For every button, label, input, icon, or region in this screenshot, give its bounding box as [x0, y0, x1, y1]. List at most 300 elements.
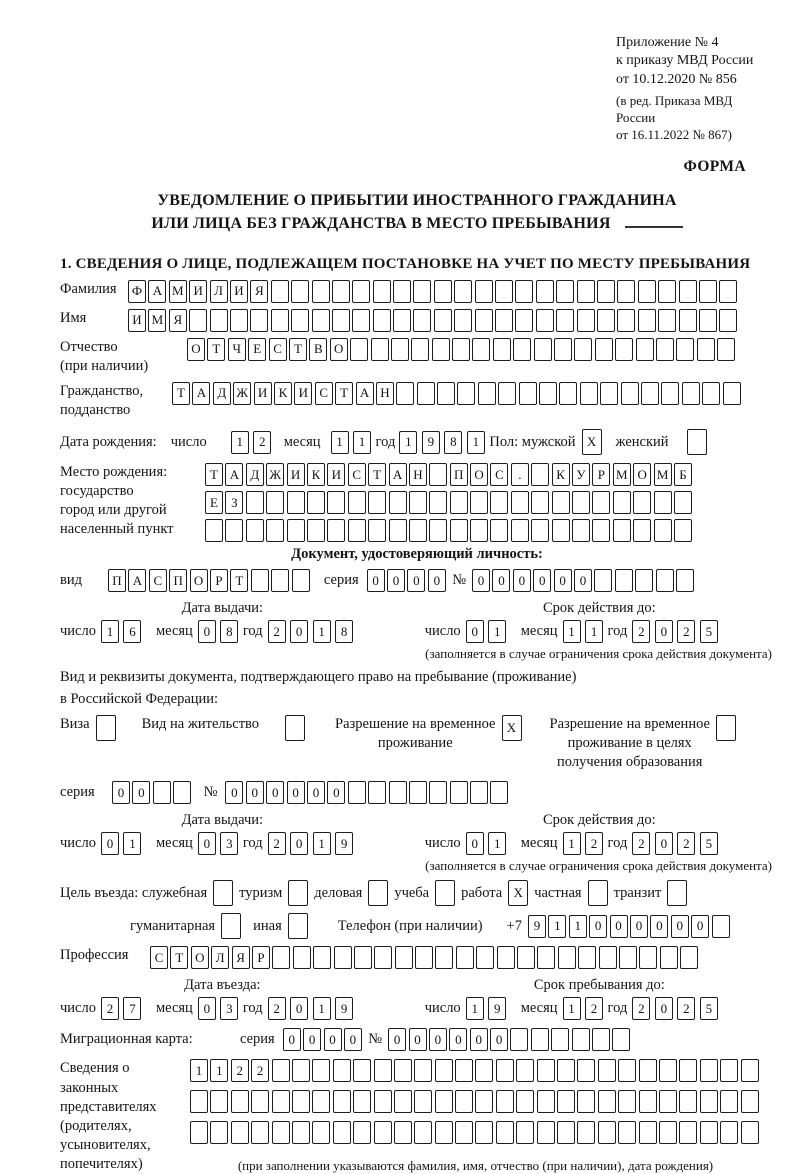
char-box[interactable] — [556, 280, 574, 303]
char-box[interactable] — [272, 1121, 290, 1144]
char-box[interactable]: 0 — [324, 1028, 342, 1051]
char-box[interactable]: 0 — [428, 569, 446, 592]
char-box[interactable] — [457, 382, 475, 405]
char-box[interactable]: Я — [250, 280, 268, 303]
char-box[interactable] — [720, 1121, 738, 1144]
char-box[interactable]: 1 — [488, 832, 506, 855]
char-box[interactable] — [250, 309, 268, 332]
char-box[interactable]: О — [190, 569, 208, 592]
char-box[interactable] — [517, 946, 535, 969]
char-box[interactable]: 0 — [387, 569, 405, 592]
char-box[interactable]: 2 — [251, 1059, 269, 1082]
char-box[interactable] — [435, 1121, 453, 1144]
char-box[interactable] — [454, 280, 472, 303]
char-box[interactable] — [389, 781, 407, 804]
char-box[interactable] — [556, 309, 574, 332]
char-box[interactable] — [210, 1121, 228, 1144]
char-box[interactable] — [557, 1121, 575, 1144]
char-box[interactable] — [558, 946, 576, 969]
char-box[interactable]: 2 — [632, 620, 650, 643]
char-box[interactable] — [599, 946, 617, 969]
char-box[interactable]: X — [582, 429, 602, 455]
char-box[interactable] — [353, 1059, 371, 1082]
char-box[interactable] — [490, 491, 508, 514]
char-box[interactable] — [429, 491, 447, 514]
char-box[interactable]: 9 — [422, 431, 440, 454]
char-box[interactable]: В — [309, 338, 327, 361]
char-box[interactable]: К — [552, 463, 570, 486]
char-box[interactable] — [353, 1090, 371, 1113]
char-box[interactable] — [687, 429, 707, 455]
char-box[interactable] — [552, 519, 570, 542]
char-box[interactable]: 0 — [554, 569, 572, 592]
char-box[interactable]: 8 — [444, 431, 462, 454]
char-box[interactable] — [635, 569, 653, 592]
char-box[interactable] — [559, 382, 577, 405]
char-box[interactable] — [291, 309, 309, 332]
char-box[interactable] — [679, 1090, 697, 1113]
char-box[interactable] — [598, 1059, 616, 1082]
char-box[interactable]: 2 — [268, 832, 286, 855]
char-box[interactable]: 0 — [655, 997, 673, 1020]
char-box[interactable]: 0 — [470, 1028, 488, 1051]
char-box[interactable]: А — [389, 463, 407, 486]
char-box[interactable]: 0 — [112, 781, 130, 804]
char-box[interactable]: 0 — [367, 569, 385, 592]
char-box[interactable] — [574, 338, 592, 361]
char-box[interactable]: Я — [232, 946, 250, 969]
char-box[interactable]: Ж — [233, 382, 251, 405]
char-box[interactable] — [676, 338, 694, 361]
char-box[interactable] — [246, 491, 264, 514]
char-box[interactable] — [327, 519, 345, 542]
char-box[interactable]: 1 — [123, 832, 141, 855]
char-box[interactable] — [741, 1059, 759, 1082]
char-box[interactable] — [307, 491, 325, 514]
char-box[interactable] — [475, 1121, 493, 1144]
char-box[interactable] — [251, 1121, 269, 1144]
char-box[interactable] — [394, 1090, 412, 1113]
char-box[interactable] — [434, 309, 452, 332]
char-box[interactable] — [272, 946, 290, 969]
char-box[interactable] — [510, 1028, 528, 1051]
char-box[interactable] — [285, 715, 305, 741]
char-box[interactable] — [190, 1121, 208, 1144]
char-box[interactable] — [450, 781, 468, 804]
char-box[interactable]: X — [508, 880, 528, 906]
char-box[interactable]: 0 — [655, 832, 673, 855]
char-box[interactable] — [394, 1059, 412, 1082]
char-box[interactable]: Я — [169, 309, 187, 332]
char-box[interactable] — [435, 880, 455, 906]
char-box[interactable] — [654, 491, 672, 514]
char-box[interactable]: Т — [170, 946, 188, 969]
char-box[interactable] — [389, 519, 407, 542]
char-box[interactable] — [697, 338, 715, 361]
char-box[interactable] — [374, 1121, 392, 1144]
char-box[interactable]: 1 — [467, 431, 485, 454]
char-box[interactable] — [639, 1059, 657, 1082]
char-box[interactable] — [495, 309, 513, 332]
char-box[interactable]: Д — [213, 382, 231, 405]
char-box[interactable] — [437, 382, 455, 405]
char-box[interactable] — [639, 1121, 657, 1144]
char-box[interactable]: Е — [248, 338, 266, 361]
char-box[interactable] — [531, 1028, 549, 1051]
char-box[interactable] — [292, 1059, 310, 1082]
char-box[interactable]: 5 — [700, 832, 718, 855]
char-box[interactable] — [676, 569, 694, 592]
char-box[interactable] — [475, 1090, 493, 1113]
char-box[interactable]: 0 — [610, 915, 628, 938]
char-box[interactable] — [619, 946, 637, 969]
char-box[interactable]: О — [191, 946, 209, 969]
char-box[interactable]: 1 — [548, 915, 566, 938]
char-box[interactable]: 0 — [344, 1028, 362, 1051]
char-box[interactable] — [516, 1121, 534, 1144]
char-box[interactable] — [476, 946, 494, 969]
char-box[interactable] — [210, 1090, 228, 1113]
char-box[interactable]: 0 — [533, 569, 551, 592]
char-box[interactable]: 0 — [327, 781, 345, 804]
char-box[interactable] — [354, 946, 372, 969]
char-box[interactable] — [312, 309, 330, 332]
char-box[interactable]: У — [572, 463, 590, 486]
char-box[interactable] — [313, 946, 331, 969]
char-box[interactable]: П — [108, 569, 126, 592]
char-box[interactable] — [272, 1090, 290, 1113]
char-box[interactable]: 1 — [399, 431, 417, 454]
char-box[interactable] — [516, 1090, 534, 1113]
char-box[interactable] — [537, 1121, 555, 1144]
char-box[interactable]: С — [149, 569, 167, 592]
char-box[interactable] — [597, 280, 615, 303]
char-box[interactable]: 0 — [409, 1028, 427, 1051]
char-box[interactable]: 0 — [630, 915, 648, 938]
char-box[interactable] — [618, 1090, 636, 1113]
char-box[interactable] — [712, 915, 730, 938]
char-box[interactable] — [292, 1121, 310, 1144]
char-box[interactable] — [450, 491, 468, 514]
char-box[interactable] — [409, 491, 427, 514]
char-box[interactable] — [674, 519, 692, 542]
char-box[interactable] — [539, 382, 557, 405]
char-box[interactable]: И — [294, 382, 312, 405]
char-box[interactable] — [531, 519, 549, 542]
char-box[interactable] — [667, 880, 687, 906]
char-box[interactable] — [719, 309, 737, 332]
char-box[interactable]: 9 — [528, 915, 546, 938]
char-box[interactable] — [490, 519, 508, 542]
char-box[interactable]: 7 — [123, 997, 141, 1020]
char-box[interactable] — [271, 569, 289, 592]
char-box[interactable] — [213, 880, 233, 906]
char-box[interactable]: Н — [409, 463, 427, 486]
char-box[interactable] — [741, 1090, 759, 1113]
char-box[interactable]: Е — [205, 491, 223, 514]
char-box[interactable] — [312, 1121, 330, 1144]
char-box[interactable] — [429, 781, 447, 804]
char-box[interactable] — [478, 382, 496, 405]
char-box[interactable]: П — [169, 569, 187, 592]
char-box[interactable]: К — [274, 382, 292, 405]
char-box[interactable] — [395, 946, 413, 969]
char-box[interactable]: М — [148, 309, 166, 332]
char-box[interactable] — [554, 338, 572, 361]
char-box[interactable]: 1 — [231, 431, 249, 454]
char-box[interactable] — [350, 338, 368, 361]
char-box[interactable]: 0 — [198, 620, 216, 643]
char-box[interactable] — [396, 382, 414, 405]
char-box[interactable]: 0 — [283, 1028, 301, 1051]
char-box[interactable] — [654, 519, 672, 542]
char-box[interactable] — [699, 280, 717, 303]
char-box[interactable] — [639, 946, 657, 969]
char-box[interactable] — [470, 781, 488, 804]
char-box[interactable] — [496, 1059, 514, 1082]
char-box[interactable] — [368, 781, 386, 804]
char-box[interactable] — [658, 309, 676, 332]
char-box[interactable]: 0 — [589, 915, 607, 938]
char-box[interactable] — [638, 280, 656, 303]
char-box[interactable]: 2 — [677, 832, 695, 855]
char-box[interactable] — [656, 569, 674, 592]
char-box[interactable] — [659, 1121, 677, 1144]
char-box[interactable] — [594, 569, 612, 592]
char-box[interactable] — [700, 1059, 718, 1082]
char-box[interactable] — [371, 338, 389, 361]
char-box[interactable] — [536, 280, 554, 303]
char-box[interactable]: 2 — [585, 997, 603, 1020]
char-box[interactable] — [454, 309, 472, 332]
char-box[interactable]: 3 — [220, 832, 238, 855]
char-box[interactable] — [292, 1090, 310, 1113]
char-box[interactable]: И — [287, 463, 305, 486]
char-box[interactable]: Т — [289, 338, 307, 361]
char-box[interactable] — [618, 1121, 636, 1144]
char-box[interactable] — [572, 491, 590, 514]
char-box[interactable]: 0 — [198, 832, 216, 855]
char-box[interactable]: 8 — [220, 620, 238, 643]
char-box[interactable]: 0 — [492, 569, 510, 592]
char-box[interactable]: 1 — [313, 997, 331, 1020]
char-box[interactable] — [497, 946, 515, 969]
char-box[interactable] — [578, 946, 596, 969]
char-box[interactable]: Ж — [266, 463, 284, 486]
char-box[interactable] — [537, 1090, 555, 1113]
char-box[interactable] — [429, 519, 447, 542]
char-box[interactable] — [475, 280, 493, 303]
char-box[interactable] — [621, 382, 639, 405]
char-box[interactable] — [210, 309, 228, 332]
char-box[interactable]: С — [150, 946, 168, 969]
char-box[interactable]: 0 — [691, 915, 709, 938]
char-box[interactable]: А — [192, 382, 210, 405]
char-box[interactable]: . — [511, 463, 529, 486]
char-box[interactable] — [531, 491, 549, 514]
char-box[interactable]: 0 — [490, 1028, 508, 1051]
char-box[interactable] — [271, 280, 289, 303]
char-box[interactable]: 0 — [303, 1028, 321, 1051]
char-box[interactable] — [496, 1090, 514, 1113]
char-box[interactable] — [679, 309, 697, 332]
char-box[interactable] — [414, 1090, 432, 1113]
char-box[interactable] — [353, 1121, 371, 1144]
char-box[interactable]: Р — [210, 569, 228, 592]
char-box[interactable] — [307, 519, 325, 542]
char-box[interactable] — [700, 1090, 718, 1113]
char-box[interactable]: 1 — [563, 620, 581, 643]
char-box[interactable] — [332, 309, 350, 332]
char-box[interactable] — [393, 280, 411, 303]
char-box[interactable]: 0 — [132, 781, 150, 804]
char-box[interactable]: 0 — [574, 569, 592, 592]
char-box[interactable] — [615, 338, 633, 361]
char-box[interactable] — [374, 1059, 392, 1082]
char-box[interactable] — [391, 338, 409, 361]
char-box[interactable]: И — [327, 463, 345, 486]
char-box[interactable]: С — [490, 463, 508, 486]
char-box[interactable] — [470, 491, 488, 514]
char-box[interactable]: 1 — [563, 832, 581, 855]
char-box[interactable]: Ф — [128, 280, 146, 303]
char-box[interactable]: Р — [252, 946, 270, 969]
char-box[interactable] — [600, 382, 618, 405]
char-box[interactable] — [231, 1121, 249, 1144]
char-box[interactable] — [633, 519, 651, 542]
char-box[interactable] — [456, 946, 474, 969]
char-box[interactable]: 0 — [290, 832, 308, 855]
char-box[interactable] — [348, 491, 366, 514]
char-box[interactable] — [287, 519, 305, 542]
char-box[interactable] — [190, 1090, 208, 1113]
char-box[interactable] — [332, 280, 350, 303]
char-box[interactable] — [617, 309, 635, 332]
char-box[interactable]: 0 — [466, 832, 484, 855]
char-box[interactable] — [455, 1121, 473, 1144]
char-box[interactable] — [287, 491, 305, 514]
char-box[interactable]: 8 — [335, 620, 353, 643]
char-box[interactable] — [536, 309, 554, 332]
char-box[interactable] — [552, 491, 570, 514]
char-box[interactable] — [592, 1028, 610, 1051]
char-box[interactable] — [493, 338, 511, 361]
char-box[interactable] — [496, 1121, 514, 1144]
char-box[interactable] — [470, 519, 488, 542]
char-box[interactable] — [472, 338, 490, 361]
char-box[interactable] — [618, 1059, 636, 1082]
char-box[interactable] — [679, 1059, 697, 1082]
char-box[interactable] — [577, 1059, 595, 1082]
char-box[interactable]: 0 — [466, 620, 484, 643]
char-box[interactable]: З — [225, 491, 243, 514]
char-box[interactable]: 2 — [101, 997, 119, 1020]
char-box[interactable]: 5 — [700, 997, 718, 1020]
char-box[interactable] — [577, 1090, 595, 1113]
char-box[interactable] — [572, 519, 590, 542]
char-box[interactable] — [414, 1121, 432, 1144]
char-box[interactable] — [636, 338, 654, 361]
char-box[interactable] — [720, 1090, 738, 1113]
char-box[interactable] — [516, 1059, 534, 1082]
char-box[interactable]: 2 — [632, 997, 650, 1020]
char-box[interactable] — [251, 1090, 269, 1113]
char-box[interactable] — [702, 382, 720, 405]
char-box[interactable] — [221, 913, 241, 939]
char-box[interactable]: 1 — [488, 620, 506, 643]
char-box[interactable] — [230, 309, 248, 332]
char-box[interactable]: 0 — [513, 569, 531, 592]
char-box[interactable]: 0 — [290, 620, 308, 643]
char-box[interactable]: О — [633, 463, 651, 486]
char-box[interactable]: 2 — [268, 620, 286, 643]
char-box[interactable] — [511, 491, 529, 514]
char-box[interactable]: 1 — [466, 997, 484, 1020]
char-box[interactable] — [613, 519, 631, 542]
char-box[interactable]: 1 — [190, 1059, 208, 1082]
char-box[interactable]: Л — [211, 946, 229, 969]
char-box[interactable] — [393, 309, 411, 332]
char-box[interactable] — [348, 519, 366, 542]
char-box[interactable] — [557, 1059, 575, 1082]
char-box[interactable] — [612, 1028, 630, 1051]
char-box[interactable]: 2 — [231, 1059, 249, 1082]
char-box[interactable] — [557, 1090, 575, 1113]
char-box[interactable] — [700, 1121, 718, 1144]
char-box[interactable] — [435, 1059, 453, 1082]
char-box[interactable] — [595, 338, 613, 361]
char-box[interactable] — [495, 280, 513, 303]
char-box[interactable] — [374, 946, 392, 969]
char-box[interactable]: 0 — [287, 781, 305, 804]
char-box[interactable] — [348, 781, 366, 804]
char-box[interactable] — [333, 1059, 351, 1082]
char-box[interactable]: 0 — [307, 781, 325, 804]
char-box[interactable]: 1 — [569, 915, 587, 938]
char-box[interactable] — [288, 880, 308, 906]
char-box[interactable]: 5 — [700, 620, 718, 643]
char-box[interactable] — [656, 338, 674, 361]
char-box[interactable] — [432, 338, 450, 361]
char-box[interactable] — [572, 1028, 590, 1051]
char-box[interactable]: 2 — [632, 832, 650, 855]
char-box[interactable] — [511, 519, 529, 542]
char-box[interactable]: М — [654, 463, 672, 486]
char-box[interactable] — [352, 309, 370, 332]
char-box[interactable]: 2 — [253, 431, 271, 454]
char-box[interactable]: 9 — [335, 997, 353, 1020]
char-box[interactable] — [173, 781, 191, 804]
char-box[interactable] — [659, 1090, 677, 1113]
char-box[interactable]: 6 — [123, 620, 141, 643]
char-box[interactable]: Т — [172, 382, 190, 405]
char-box[interactable] — [674, 491, 692, 514]
char-box[interactable] — [312, 1090, 330, 1113]
char-box[interactable]: А — [225, 463, 243, 486]
char-box[interactable]: Т — [335, 382, 353, 405]
char-box[interactable]: И — [230, 280, 248, 303]
char-box[interactable] — [515, 309, 533, 332]
char-box[interactable]: О — [187, 338, 205, 361]
char-box[interactable]: 1 — [210, 1059, 228, 1082]
char-box[interactable]: 1 — [313, 620, 331, 643]
char-box[interactable] — [352, 280, 370, 303]
char-box[interactable] — [680, 946, 698, 969]
char-box[interactable]: 0 — [388, 1028, 406, 1051]
char-box[interactable]: Т — [205, 463, 223, 486]
char-box[interactable] — [434, 280, 452, 303]
char-box[interactable] — [450, 519, 468, 542]
